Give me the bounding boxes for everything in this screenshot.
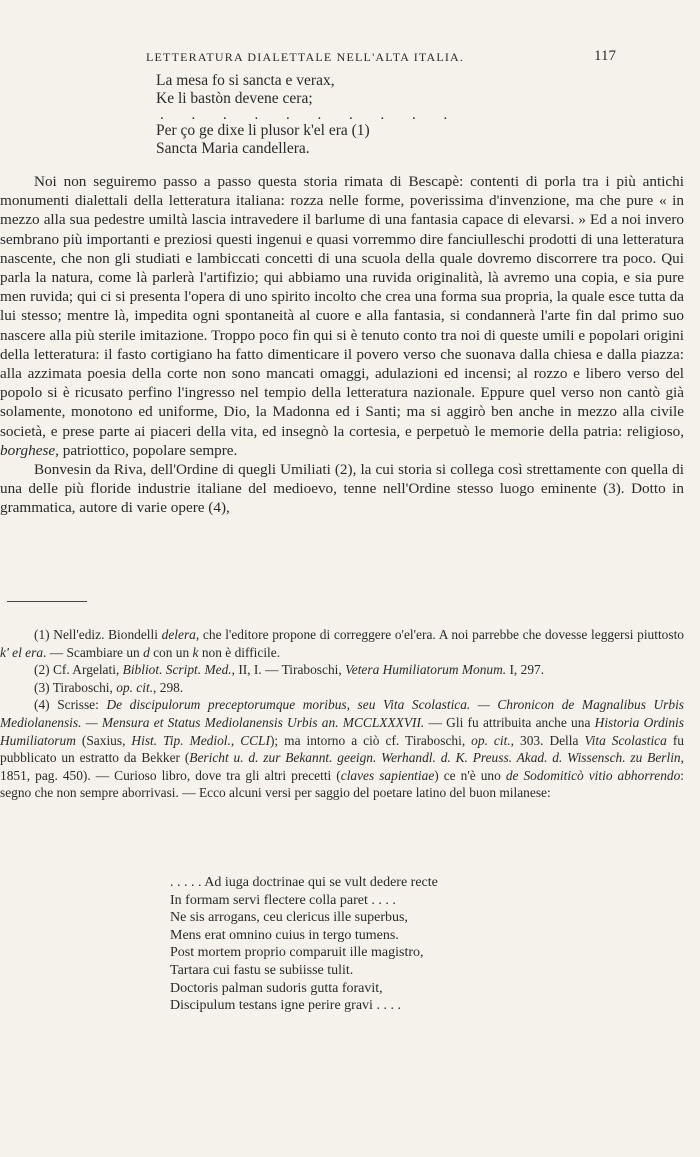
latin-verse-line: In formam servi flectere colla paret . . . . (170, 892, 396, 908)
latin-verse-line: Mens erat omnino cuius in tergo tumens. (170, 927, 399, 943)
footnotes (0, 626, 684, 802)
page-number: 117 (594, 48, 616, 64)
verse-line-3: Per ço ge dixe li plusor k'el era (1) (156, 122, 370, 139)
latin-verse-line: Discipulum testans igne perire gravi . . . . (170, 998, 401, 1014)
latin-verse-line: . . . . . Ad iuga doctrinae qui se vult dedere recte (170, 875, 438, 890)
footnote-3: (3) Tiraboschi, op. cit., 298. (34, 679, 184, 695)
verse-line-2: Ke li bastòn devene cera; (156, 90, 313, 107)
main-text (0, 172, 684, 518)
paragraph-2: Bonvesin da Riva, dell'Ordine di quegli Umiliati (2), la cui storia si collega così strettamente con quella di una delle più floride industrie italiane del medioevo, tenne nell'Ordine stesso luogo eminente (3). Dotto in grammatica, autore di varie opere (4), (0, 461, 684, 517)
footnote-4: (4) Scrisse: De discipulorum preceptorumque moribus, seu Vita Scolastica. — Chronicon de Magnalibus Urbis Mediolanensis. — Mensura et Status Mediolanensis Urbis an. MCCLXXXVII. — Gli fu attribuita anche una Historia Ordinis Humiliatorum (Saxius, Hist. Tip. Mediol., CCLI); ma intorno a ciò cf. Tiraboschi, op. cit., 303. Della Vita Scolastica fu pubblicato un estratto da Bekker (Bericht u. d. zur Bekannt. geeign. Werhandl. d. K. Preuss. Akad. d. Wissensch. zu Berlin, 1851, pag. 450). — Curioso libro, dove tra gli altri precetti (claves sapientiae) ce n'è uno de Sodomiticò vitio abhorrendo: segno che non sempre aborrivasi. — Ecco alcuni versi per saggio del poetare latino del buon milanese: (0, 697, 685, 801)
latin-verse-line: Post mortem proprio comparuit ille magistro, (170, 945, 424, 961)
footnote-2: (2) Cf. Argelati, Bibliot. Script. Med., II, I. — Tiraboschi, Vetera Humiliatorum Monum. I, 297. (34, 662, 545, 678)
verse-line-4: Sancta Maria candellera. (156, 140, 310, 157)
latin-verse-line: Tartara cui fastu se subiisse tulit. (170, 962, 354, 978)
latin-verse-line: Doctoris palman sudoris gutta foravit, (170, 980, 383, 996)
running-head (146, 50, 616, 65)
running-title: LETTERATURA DIALETTALE NELL'ALTA ITALIA. (146, 50, 465, 64)
latin-verse-block (170, 874, 438, 1015)
footnote-1: (1) Nell'ediz. Biondelli delera, che l'editore propone di correggere o'el'era. A noi parrebbe che dovesse leggersi piuttosto k' el era. — Scambiare un d con un k non è difficile. (0, 627, 684, 660)
verse-line-1: La mesa fo si sancta e verax, (156, 72, 335, 89)
verse-ellipsis: . . . . . . . . . . (160, 107, 460, 123)
latin-verse-line: Ne sis arrogans, ceu clericus ille superbus, (170, 910, 408, 926)
paragraph-1: Noi non seguiremo passo a passo questa storia rimata di Bescapè: contenti di porla tra i più antichi monumenti dialettali della letteratura italiana: rozza nelle forme, poverissima d'invenzione, ma che pure « in mezzo alla sua pedestre umiltà lascia intravedere il barlume di una fantasia capace di elevarsi. » Ed a noi invero sembrano più importanti e preziosi questi ingenui e quasi vorremmo dire fanciulleschi prodotti di una letteratura nascente, che non gli studiati e lambiccati concetti di una scuola della quale dovremo discorrere tra poco. Qui parla la natura, come là parlerà l'artifizio; qui abbiamo una ruvida originalità, là avremo una copia, e sia pure men ruvida; qui ci si presenta l'opera di uno spirito incolto che crea una forma sua propria, la quale esce tutta da lui stesso; mentre là, impedita ogni spontaneità al cuore e alla fantasia, si condannerà l'arte fin dal primo suo nascere alla più sterile imitazione. Troppo poco fin qui si è tenuto conto tra noi di queste umili e popolari origini della letteratura: il fasto cortigiano ha fatto dimenticare il povero verso che suonava dalla chiesa e dalla piazza: alla azzimata poesia della corte non sono mancati omaggi, adulazioni ed incensi; al rozzo e libero verso del popolo si è ricusato perfino l'ingresso nel tempio della letteratura nazionale. Eppure quel verso non cantò già solamente, monotono ed uniforme, Dio, la Madonna ed i Santi; ma si aggirò ben anche in mezzo alla civile società, e prese parte ai piaceri della vita, ed insegnò la cortesia, e perpetuò le memorie della patria: religioso, borghese, patriottico, popolare sempre. (0, 173, 684, 459)
footnote-rule (7, 601, 87, 602)
